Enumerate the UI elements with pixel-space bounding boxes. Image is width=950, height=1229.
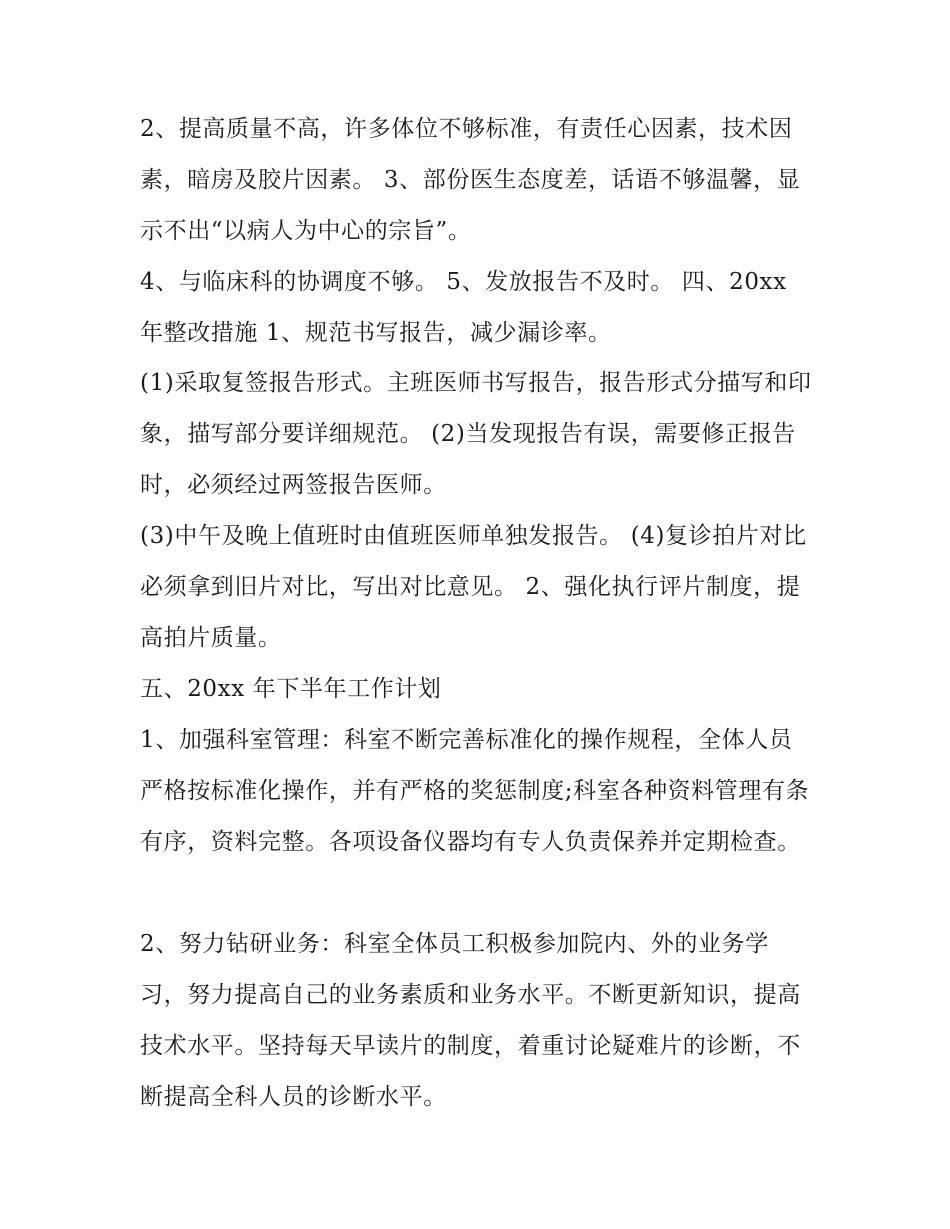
paragraph-professional-study: 2、努力钻研业务：科室全体员工积极参加院内、外的业务学习，努力提高自己的业务素质和业务水平。不断更新知识，提高技术水平。坚持每天早读片的制度，着重讨论疑难片的诊断，不断提高全科人员的诊断水平。 xyxy=(140,931,801,1110)
paragraph-department-management: 1、加强科室管理：科室不断完善标准化的操作规程，全体人员严格按标准化操作，并有严格的奖惩制度;科室各种资料管理有条有序，资料完整。各项设备仪器均有专人负责保养并定期检查。 xyxy=(140,727,810,855)
section-heading-work-plan: 五、20xx 年下半年工作计划 xyxy=(140,676,442,702)
paragraph-report-review: (1)采取复签报告形式。主班医师书写报告，报告形式分描写和印象，描写部分要详细规范。 (2)当发现报告有误，需要修正报告时，必须经过两签报告医师。 xyxy=(140,370,812,498)
paragraph-quality-issues: 2、提高质量不高，许多体位不够标准，有责任心因素，技术因素，暗房及胶片因素。 3、部份医生态度差，话语不够温馨，显示不出“以病人为中心的宗旨”。 xyxy=(140,116,801,244)
paragraph-coordination-issues: 4、与临床科的协调度不够。 5、发放报告不及时。 四、20xx 年整改措施 1、规范书写报告，减少漏诊率。 xyxy=(140,269,787,346)
paragraph-night-shift: (3)中午及晚上值班时由值班医师单独发报告。 (4)复诊拍片对比必须拿到旧片对比，写出对比意见。 2、强化执行评片制度，提高拍片质量。 xyxy=(140,523,807,651)
